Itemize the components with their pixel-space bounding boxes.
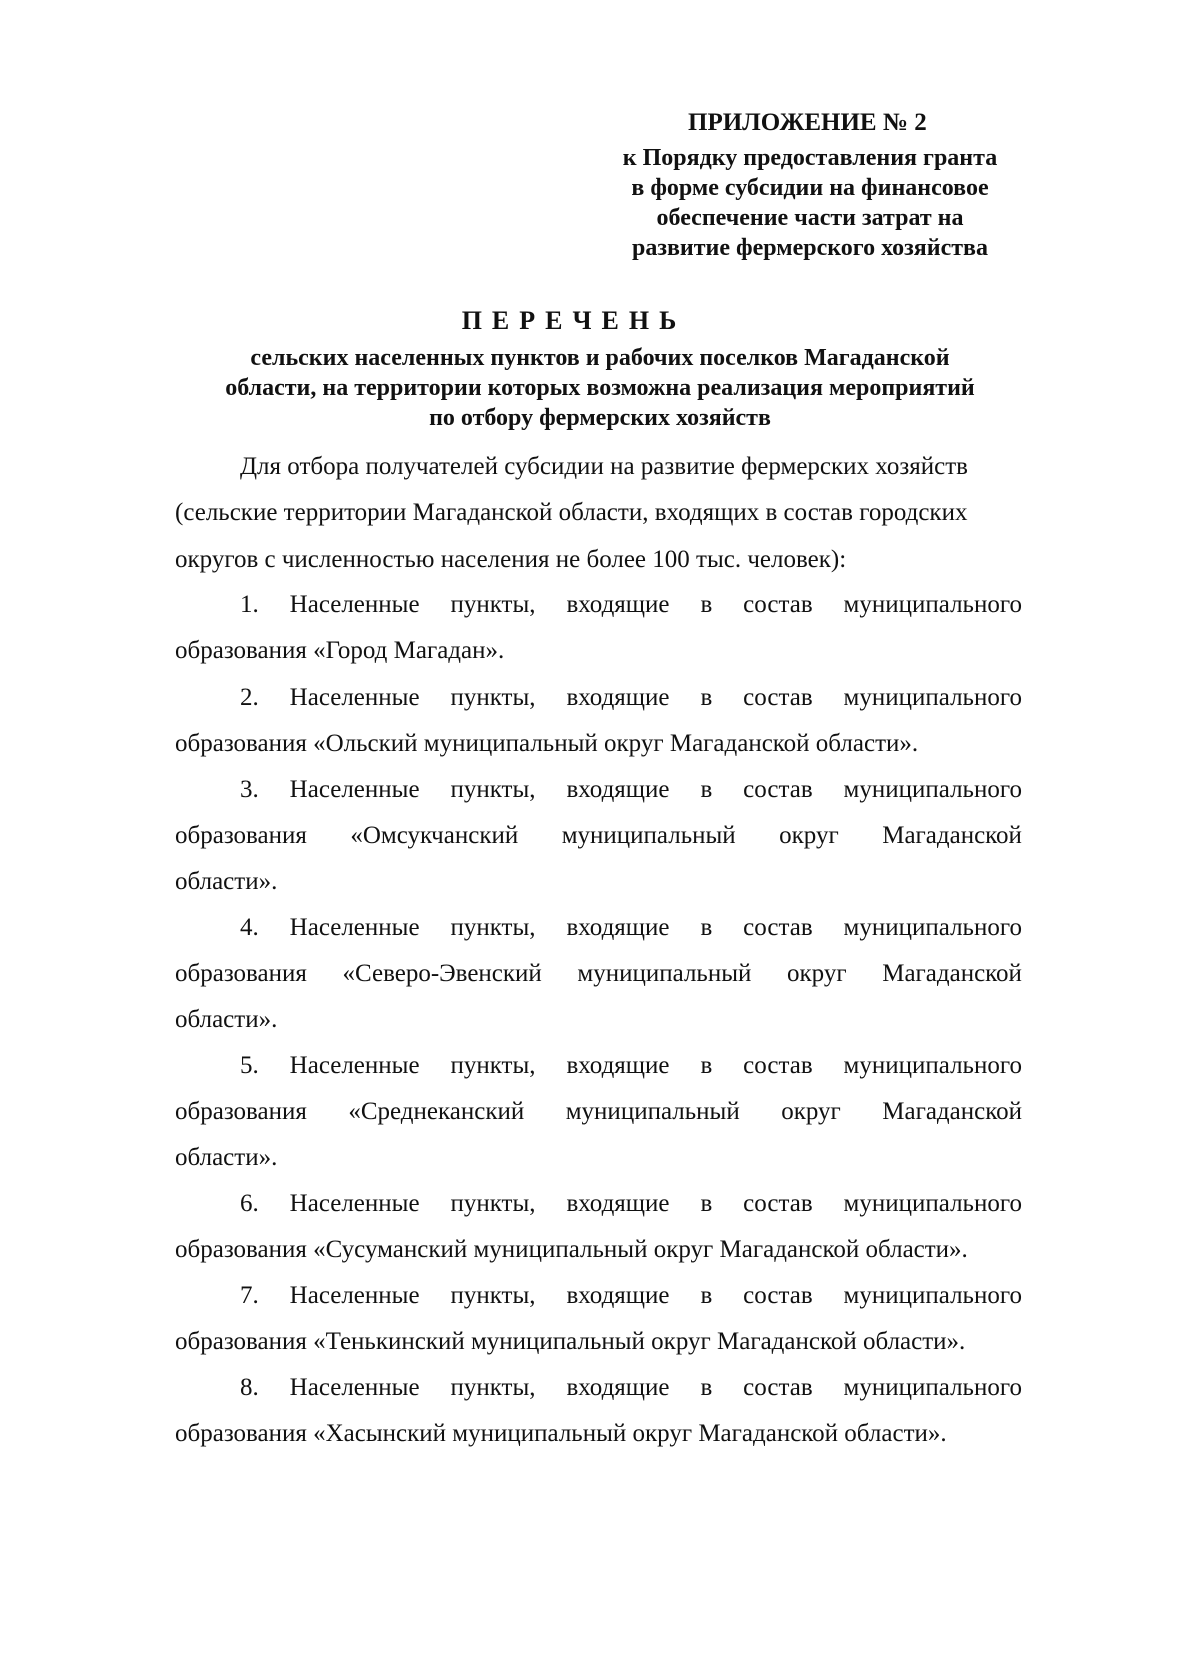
list-item-word: в: [700, 1374, 713, 1401]
list-item-word: пункты,: [450, 1374, 536, 1401]
list-item-word: входящие: [566, 1282, 670, 1309]
list-item-word: Населенные: [289, 1282, 420, 1309]
list-item-word: состав: [743, 1052, 813, 1079]
intro-line: округов с численностью населения не более 100 тыс. человек):: [175, 546, 847, 573]
list-item-word: в: [700, 776, 713, 803]
list-item-word: округ: [787, 960, 847, 987]
list-item-lead-line: [240, 913, 1022, 943]
list-item-word: Населенные: [289, 1190, 420, 1217]
list-item-lead-line: [240, 1051, 1022, 1081]
list-item-number: 6.: [240, 1190, 259, 1217]
list-item-word: «Омсукчанский: [350, 822, 519, 849]
list-item-number: 8.: [240, 1374, 259, 1401]
annex-reference: [598, 143, 1022, 263]
list-item-number: 7.: [240, 1282, 259, 1309]
list-item-word: муниципального: [843, 1052, 1022, 1079]
list-item-word: пункты,: [450, 1052, 536, 1079]
list-item-word: образования: [175, 960, 307, 987]
list-item-number: 5.: [240, 1052, 259, 1079]
document-subtitle: [160, 343, 1040, 433]
list-item-word: в: [700, 684, 713, 711]
list-item-lead-line: [240, 1281, 1022, 1311]
list-item-middle-line: [175, 821, 1022, 851]
list-item-word: «Северо-Эвенский: [342, 960, 542, 987]
list-item-lead-line: [240, 590, 1022, 620]
list-item-number: 2.: [240, 684, 259, 711]
annex-reference-line: к Порядку предоставления гранта: [622, 145, 998, 171]
list-item-lead-line: [240, 683, 1022, 713]
list-item-word: Населенные: [289, 1374, 420, 1401]
list-item-word: округ: [781, 1098, 841, 1125]
list-item-word: пункты,: [450, 684, 536, 711]
list-item-word: Магаданской: [882, 822, 1022, 849]
list-item-word: муниципального: [843, 776, 1022, 803]
list-item-text: образования «Хасынский муниципальный округ Магаданской области».: [175, 1420, 947, 1447]
list-item-word: «Среднеканский: [348, 1098, 525, 1125]
list-item-word: пункты,: [450, 1282, 536, 1309]
annex-reference-line: в форме субсидии на финансовое: [631, 175, 989, 201]
list-item-word: муниципального: [843, 1374, 1022, 1401]
list-item-word: состав: [743, 776, 813, 803]
intro-line: (сельские территории Магаданской области, входящих в состав городских: [175, 499, 968, 526]
list-item-word: Населенные: [289, 776, 420, 803]
list-item-number: 1.: [240, 591, 259, 618]
annex-title: ПРИЛОЖЕНИЕ № 2: [688, 109, 927, 136]
annex-reference-line: развитие фермерского хозяйства: [631, 235, 989, 261]
list-item-word: муниципального: [843, 591, 1022, 618]
annex-reference-line: обеспечение части затрат на: [656, 205, 964, 231]
list-item-text: образования «Город Магадан».: [175, 637, 505, 664]
list-item-number: 4.: [240, 914, 259, 941]
list-item-word: Магаданской: [882, 1098, 1022, 1125]
list-item-word: состав: [743, 1282, 813, 1309]
list-item-text: образования «Тенькинский муниципальный округ Магаданской области».: [175, 1328, 966, 1355]
list-item-word: входящие: [566, 1374, 670, 1401]
list-item-word: Магаданской: [882, 960, 1022, 987]
list-item-word: муниципального: [843, 1282, 1022, 1309]
list-item-word: Населенные: [289, 684, 420, 711]
list-item-word: муниципального: [843, 914, 1022, 941]
list-item-word: состав: [743, 914, 813, 941]
list-item-word: входящие: [566, 591, 670, 618]
list-item-text: области».: [175, 1144, 278, 1171]
list-item-middle-line: [175, 959, 1022, 989]
list-item-word: муниципального: [843, 1190, 1022, 1217]
list-item-word: в: [700, 1190, 713, 1217]
list-item-word: пункты,: [450, 776, 536, 803]
list-item-word: образования: [175, 822, 307, 849]
list-item-word: пункты,: [450, 591, 536, 618]
list-item-lead-line: [240, 775, 1022, 805]
list-item-word: состав: [743, 1374, 813, 1401]
intro-line: Для отбора получателей субсидии на развитие фермерских хозяйств: [240, 453, 968, 480]
list-item-lead-line: [240, 1189, 1022, 1219]
list-item-word: округ: [779, 822, 839, 849]
list-item-word: входящие: [566, 684, 670, 711]
list-item-word: муниципальный: [561, 822, 736, 849]
list-item-word: Населенные: [289, 1052, 420, 1079]
subtitle-line: области, на территории которых возможна реализация мероприятий: [225, 375, 975, 401]
list-item-text: области».: [175, 1006, 278, 1033]
list-item-word: Населенные: [289, 591, 420, 618]
list-item-word: муниципального: [843, 684, 1022, 711]
list-item-lead-line: [240, 1373, 1022, 1403]
list-item-word: состав: [743, 1190, 813, 1217]
list-item-word: в: [700, 914, 713, 941]
list-item-text: образования «Сусуманский муниципальный округ Магаданской области».: [175, 1236, 968, 1263]
list-item-word: входящие: [566, 1190, 670, 1217]
list-item-word: муниципальный: [577, 960, 752, 987]
list-item-word: Населенные: [289, 914, 420, 941]
list-item-word: состав: [743, 591, 813, 618]
list-item-word: входящие: [566, 914, 670, 941]
list-item-number: 3.: [240, 776, 259, 803]
list-item-word: в: [700, 591, 713, 618]
list-item-middle-line: [175, 1097, 1022, 1127]
list-item-text: образования «Ольский муниципальный округ Магаданской области».: [175, 730, 919, 757]
list-item-word: в: [700, 1282, 713, 1309]
list-item-word: муниципальный: [565, 1098, 740, 1125]
list-item-text: области».: [175, 868, 278, 895]
list-item-word: образования: [175, 1098, 307, 1125]
list-item-word: в: [700, 1052, 713, 1079]
list-item-word: входящие: [566, 776, 670, 803]
list-item-word: пункты,: [450, 1190, 536, 1217]
list-item-word: входящие: [566, 1052, 670, 1079]
list-item-word: состав: [743, 684, 813, 711]
subtitle-line: сельских населенных пунктов и рабочих поселков Магаданской: [250, 345, 950, 371]
document-heading: ПЕРЕЧЕНЬ: [461, 306, 687, 335]
list-item-word: пункты,: [450, 914, 536, 941]
subtitle-line: по отбору фермерских хозяйств: [429, 405, 771, 431]
